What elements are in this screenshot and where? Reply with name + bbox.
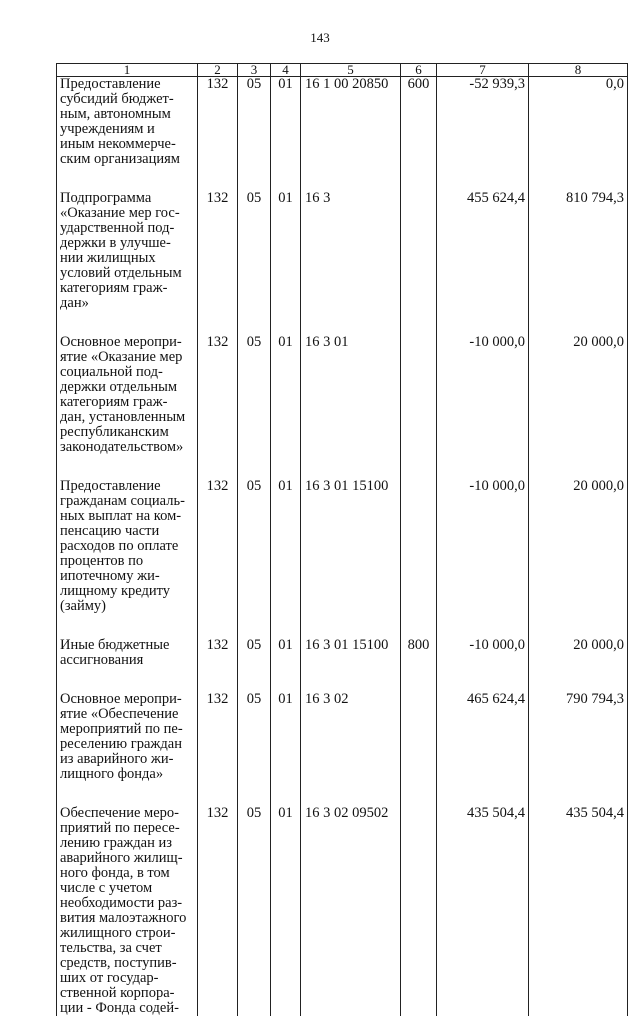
cell-subsection: 01: [271, 479, 301, 638]
cell-amount-col7: -10 000,0: [437, 335, 529, 479]
cell-expense-type: [401, 335, 437, 479]
cell-subsection: 01: [271, 692, 301, 806]
column-header-8: 8: [529, 64, 628, 77]
cell-admin-code: 132: [198, 806, 238, 1016]
cell-amount-col8: 20 000,0: [529, 479, 628, 638]
cell-expense-type: [401, 692, 437, 806]
cell-target-article: 16 3 02 09502: [301, 806, 401, 1016]
cell-admin-code: 132: [198, 638, 238, 692]
cell-section: 05: [238, 77, 271, 192]
column-header-1: 1: [57, 64, 198, 77]
cell-target-article: 16 3 01 15100: [301, 638, 401, 692]
cell-expense-type: [401, 191, 437, 335]
cell-amount-col8: 810 794,3: [529, 191, 628, 335]
cell-subsection: 01: [271, 335, 301, 479]
header-row: [57, 64, 628, 77]
cell-expense-type: 800: [401, 638, 437, 692]
cell-amount-col7: 465 624,4: [437, 692, 529, 806]
column-header-6: 6: [401, 64, 437, 77]
table-row: [57, 692, 628, 806]
cell-amount-col8: 20 000,0: [529, 638, 628, 692]
cell-amount-col7: 455 624,4: [437, 191, 529, 335]
cell-name: Подпрограмма «Оказание мер гос- ударственной под- держки в улучше- нии жилищных условий отдельным категориям граж- дан»: [57, 191, 198, 335]
cell-subsection: 01: [271, 638, 301, 692]
cell-amount-col7: -10 000,0: [437, 638, 529, 692]
table-row: [57, 335, 628, 479]
table-row: [57, 806, 628, 1016]
cell-subsection: 01: [271, 191, 301, 335]
table-body: [57, 77, 628, 1016]
cell-amount-col8: 0,0: [529, 77, 628, 192]
cell-expense-type: [401, 479, 437, 638]
cell-amount-col7: -52 939,3: [437, 77, 529, 192]
cell-name: Обеспечение меро- приятий по пересе- лению граждан из аварийного жилищ- ного фонда, в том числе с учетом необходимости раз- вития малоэтажного жилищного строи- тельства, за счет средств, поступив- ших от государ- ственной корпора- ции - Фонда содей-: [57, 806, 198, 1016]
cell-section: 05: [238, 479, 271, 638]
cell-target-article: 16 1 00 20850: [301, 77, 401, 192]
cell-amount-col8: 20 000,0: [529, 335, 628, 479]
cell-admin-code: 132: [198, 335, 238, 479]
cell-admin-code: 132: [198, 191, 238, 335]
cell-name: Иные бюджетные ассигнования: [57, 638, 198, 692]
column-header-5: 5: [301, 64, 401, 77]
cell-name: Предоставление субсидий бюджет- ным, автономным учреждениям и иным некоммерче- ским организациям: [57, 77, 198, 192]
cell-admin-code: 132: [198, 77, 238, 192]
cell-target-article: 16 3: [301, 191, 401, 335]
table-row: [57, 77, 628, 192]
cell-target-article: 16 3 01 15100: [301, 479, 401, 638]
column-header-3: 3: [238, 64, 271, 77]
table-row: [57, 191, 628, 335]
cell-amount-col7: 435 504,4: [437, 806, 529, 1016]
cell-subsection: 01: [271, 806, 301, 1016]
budget-table: [56, 63, 628, 1016]
cell-section: 05: [238, 191, 271, 335]
page-number: 143: [0, 30, 640, 46]
cell-section: 05: [238, 692, 271, 806]
cell-target-article: 16 3 02: [301, 692, 401, 806]
cell-section: 05: [238, 638, 271, 692]
cell-name: Основное меропри- ятие «Оказание мер социальной под- держки отдельным категориям граж- дан, установленным республиканским законодательством»: [57, 335, 198, 479]
cell-expense-type: [401, 806, 437, 1016]
cell-admin-code: 132: [198, 692, 238, 806]
cell-target-article: 16 3 01: [301, 335, 401, 479]
cell-admin-code: 132: [198, 479, 238, 638]
cell-section: 05: [238, 806, 271, 1016]
column-header-4: 4: [271, 64, 301, 77]
cell-amount-col7: -10 000,0: [437, 479, 529, 638]
column-header-7: 7: [437, 64, 529, 77]
cell-subsection: 01: [271, 77, 301, 192]
column-header-2: 2: [198, 64, 238, 77]
cell-expense-type: 600: [401, 77, 437, 192]
cell-section: 05: [238, 335, 271, 479]
cell-name: Основное меропри- ятие «Обеспечение мероприятий по пе- реселению граждан из аварийного жи- лищного фонда»: [57, 692, 198, 806]
cell-amount-col8: 435 504,4: [529, 806, 628, 1016]
table-row: [57, 479, 628, 638]
cell-name: Предоставление гражданам социаль- ных выплат на ком- пенсацию части расходов по оплате процентов по ипотечному жи- лищному кредиту (займу): [57, 479, 198, 638]
cell-amount-col8: 790 794,3: [529, 692, 628, 806]
table-row: [57, 638, 628, 692]
